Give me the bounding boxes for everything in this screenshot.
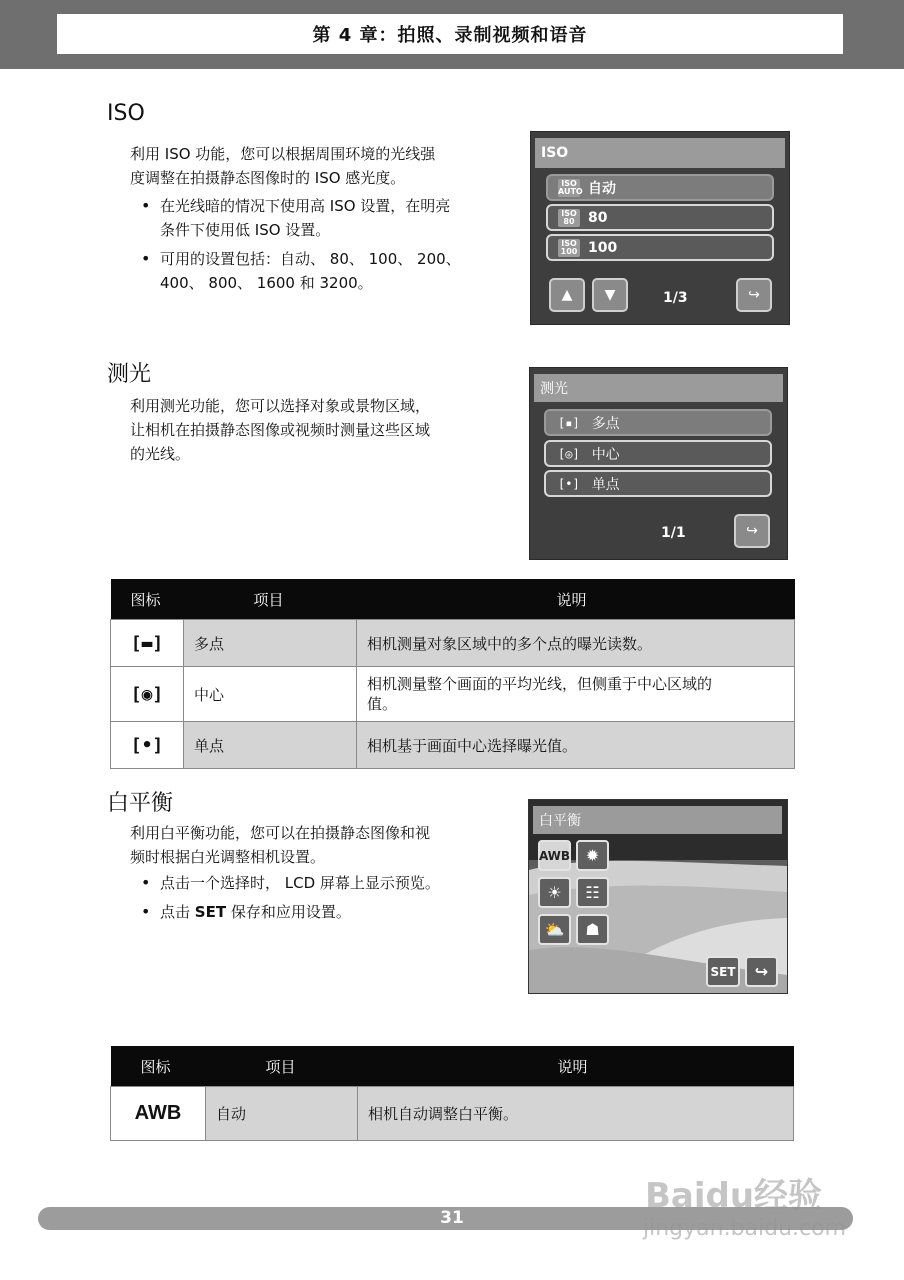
table-header-row bbox=[111, 1046, 794, 1087]
sun-icon: ☀ bbox=[547, 883, 562, 902]
chapter-title: 第 4 章：拍照、录制视频和语音 bbox=[57, 14, 843, 54]
table-cell-desc bbox=[357, 667, 795, 722]
table-cell-item: 多点 bbox=[184, 620, 357, 667]
wb-screen-title: 白平衡 bbox=[533, 806, 782, 834]
metering-intro-line: 的光线。 bbox=[130, 445, 191, 463]
bullet-text: 点击 bbox=[160, 903, 195, 921]
iso-screen-title: ISO bbox=[535, 138, 785, 168]
scroll-up-button[interactable] bbox=[549, 278, 585, 312]
wb-intro-line: 利用白平衡功能，您可以在拍摄静态图像和视 bbox=[130, 824, 431, 842]
iso-bullet-2 bbox=[130, 247, 461, 295]
table-header: 图标 bbox=[111, 579, 184, 620]
awb-icon: AWB bbox=[111, 1087, 206, 1141]
wb-daylight-button[interactable] bbox=[538, 877, 571, 908]
metering-option-multi[interactable] bbox=[544, 409, 772, 436]
return-arrow-icon: ↪ bbox=[748, 287, 760, 303]
metering-page-indicator: 1/1 bbox=[661, 525, 686, 541]
metering-intro-line: 利用测光功能，您可以选择对象或景物区域， bbox=[130, 397, 431, 415]
iso-bullet-1 bbox=[130, 194, 450, 242]
wb-fluorescent-button[interactable] bbox=[576, 877, 609, 908]
bullet-line: • 点击一个选择时， LCD 屏幕上显示预览。 bbox=[160, 874, 440, 892]
triangle-up-icon: ▲ bbox=[561, 287, 573, 303]
wb-cloudy-button[interactable] bbox=[538, 914, 571, 945]
option-label: 中心 bbox=[591, 446, 620, 463]
table-row bbox=[111, 722, 795, 769]
bullet-line: 400、 800、 1600 和 3200。 bbox=[160, 274, 373, 292]
desc-line: 值。 bbox=[367, 695, 398, 713]
fluorescent-icon: ☷ bbox=[585, 883, 600, 902]
metering-screen-title: 测光 bbox=[534, 374, 783, 402]
table-cell-item: 单点 bbox=[184, 722, 357, 769]
return-button[interactable] bbox=[745, 956, 778, 987]
scroll-down-button[interactable] bbox=[592, 278, 628, 312]
incandescent-icon: ✹ bbox=[585, 846, 600, 865]
table-cell-desc: 相机测量对象区域中的多个点的曝光读数。 bbox=[357, 620, 795, 667]
awb-icon: AWB bbox=[538, 848, 571, 863]
table-cell-item: 中心 bbox=[184, 667, 357, 722]
iso-page-indicator: 1/3 bbox=[663, 290, 688, 306]
iso-intro bbox=[130, 142, 435, 190]
table-header-row bbox=[111, 579, 795, 620]
multi-metering-icon: [▪] bbox=[558, 415, 580, 430]
table-header: 项目 bbox=[206, 1046, 358, 1087]
iso-80-icon: ISO 80 bbox=[558, 209, 580, 227]
iso-camera-screen bbox=[530, 131, 790, 325]
wb-custom-button[interactable] bbox=[576, 914, 609, 945]
option-label: 100 bbox=[588, 239, 618, 256]
return-button[interactable] bbox=[734, 514, 770, 548]
wb-bullet-2 bbox=[130, 900, 351, 924]
wb-camera-screen bbox=[528, 799, 788, 994]
bullet-line: 条件下使用低 ISO 设置。 bbox=[160, 221, 331, 239]
table-cell-desc: 相机自动调整白平衡。 bbox=[358, 1087, 794, 1141]
option-label: 多点 bbox=[591, 415, 620, 432]
metering-camera-screen bbox=[529, 367, 788, 560]
table-row bbox=[111, 667, 795, 722]
desc-line: 相机测量整个画面的平均光线，但侧重于中心区域的 bbox=[367, 675, 713, 693]
triangle-down-icon: ▼ bbox=[604, 287, 616, 303]
table-cell-item: 自动 bbox=[206, 1087, 358, 1141]
table-row bbox=[111, 620, 795, 667]
watermark-url: jingyan.baidu.com bbox=[643, 1216, 847, 1241]
spot-metering-icon: [•] bbox=[111, 722, 184, 769]
custom-wb-icon: ☗ bbox=[585, 920, 600, 939]
wb-incandescent-button[interactable] bbox=[576, 840, 609, 871]
wb-intro-line: 频时根据白光调整相机设置。 bbox=[130, 848, 326, 866]
page-number: 31 bbox=[440, 1208, 464, 1228]
iso-100-icon: ISO 100 bbox=[558, 239, 580, 257]
iso-option-80[interactable] bbox=[546, 204, 774, 231]
set-label: SET bbox=[710, 964, 736, 979]
return-arrow-icon: ↪ bbox=[754, 962, 769, 981]
center-metering-icon: [◎] bbox=[558, 446, 580, 461]
table-header: 说明 bbox=[358, 1046, 794, 1087]
bullet-line: • 在光线暗的情况下使用高 ISO 设置，在明亮 bbox=[160, 197, 451, 215]
wb-bullet-1 bbox=[130, 871, 440, 895]
spot-metering-icon: [•] bbox=[558, 476, 580, 491]
metering-option-spot[interactable] bbox=[544, 470, 772, 497]
metering-section-title: 测光 bbox=[107, 362, 152, 387]
metering-intro bbox=[130, 394, 430, 466]
iso-auto-icon: ISO AUTO bbox=[558, 178, 583, 196]
iso-section-title: ISO bbox=[107, 101, 145, 126]
multi-metering-icon: [▬] bbox=[111, 620, 184, 667]
table-row bbox=[111, 1087, 794, 1141]
set-keyword: SET bbox=[194, 903, 227, 921]
iso-intro-line: 度调整在拍摄静态图像时的 ISO 感光度。 bbox=[130, 169, 406, 187]
return-button[interactable] bbox=[736, 278, 772, 312]
table-header: 说明 bbox=[357, 579, 795, 620]
wb-auto-button[interactable] bbox=[538, 840, 571, 871]
iso-intro-line: 利用 ISO 功能，您可以根据周围环境的光线强 bbox=[130, 145, 436, 163]
table-cell-desc: 相机基于画面中心选择曝光值。 bbox=[357, 722, 795, 769]
wb-intro bbox=[130, 821, 430, 869]
option-label: 单点 bbox=[591, 476, 620, 493]
table-header: 图标 bbox=[111, 1046, 206, 1087]
cloudy-icon: ⛅ bbox=[544, 920, 565, 939]
table-header: 项目 bbox=[184, 579, 357, 620]
center-metering-icon: [◉] bbox=[111, 667, 184, 722]
wb-section-title: 白平衡 bbox=[107, 791, 174, 816]
watermark-brand: Baidu经验 bbox=[645, 1176, 823, 1216]
iso-option-100[interactable] bbox=[546, 234, 774, 261]
wb-table bbox=[110, 1046, 794, 1141]
metering-intro-line: 让相机在拍摄静态图像或视频时测量这些区域 bbox=[130, 421, 431, 439]
bullet-text: 保存和应用设置。 bbox=[226, 903, 351, 921]
metering-option-center[interactable] bbox=[544, 440, 772, 467]
option-label: 自动 bbox=[588, 180, 616, 197]
iso-option-auto[interactable] bbox=[546, 174, 774, 201]
return-arrow-icon: ↪ bbox=[746, 523, 758, 539]
set-button[interactable] bbox=[706, 956, 740, 987]
option-label: 80 bbox=[588, 209, 608, 226]
bullet-line: • 可用的设置包括：自动、 80、 100、 200、 bbox=[160, 250, 461, 268]
metering-table bbox=[110, 579, 795, 769]
